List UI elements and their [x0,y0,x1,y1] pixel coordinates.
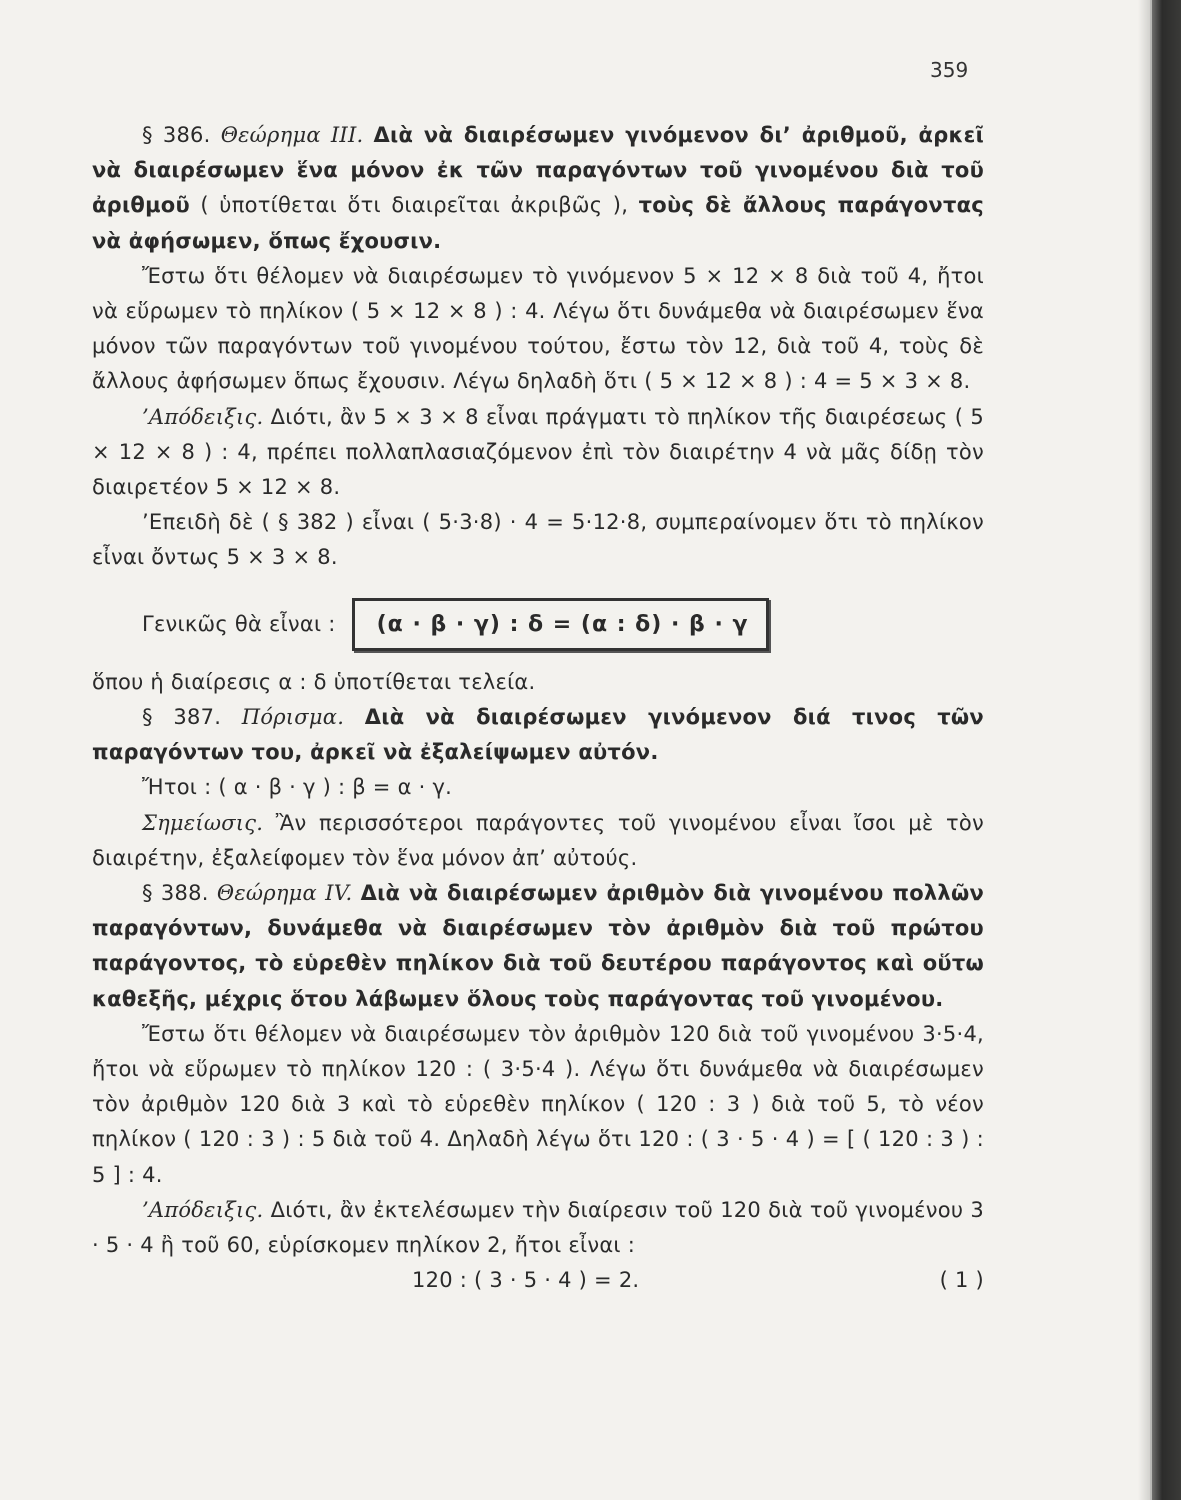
boxed-formula: (α · β · γ) : δ = (α : δ) · β · γ [352,598,770,651]
section-label: Πόρισμα. [241,705,345,730]
page-number: 359 [930,58,969,82]
section-number: § 388. [142,881,209,906]
theorem-388 [92,876,984,1017]
section-number: § 387. [142,705,222,730]
where-line: ὅπου ἡ διαίρεσις α : δ ὑποτίθεται τελεία. [92,669,536,694]
corollary-statement: Διὰ νὰ διαιρέσωμεν γινόμενον διά τινος τῶν παραγόντων του, ἀρκεῖ νὰ ἐξαλείψωμεν αὐτόν. [92,705,984,765]
equation-number: ( 1 ) [939,1268,984,1293]
page-body [92,118,984,1299]
example-paragraph-388: Ἔστω ὅτι θέλομεν νὰ διαιρέσωμεν τὸν ἀριθμὸν 120 διὰ τοῦ γινομένου 3·5·4, ἤτοι νὰ εὕρωμεν τὸ πηλίκον 120 : ( 3·5·4 ). Λέγω ὅτι δυνάμεθα νὰ διαιρέσωμεν τὸν ἀριθμὸν 120 διὰ 3 καὶ τὸ εὑρεθὲν πηλίκον ( 120 : 3 ) διὰ τοῦ 5, τὸ νέον πηλίκον ( 120 : 3 ) : 5 διὰ τοῦ 4. Δηλαδὴ λέγω ὅτι 120 : ( 3 · 5 · 4 ) = [ ( 120 : 3 ) : 5 ] : 4. [92,1021,984,1187]
general-formula-line [92,598,984,651]
theorem-statement-end: τοὺς δὲ ἄλλους παράγοντας νὰ ἀφήσωμεν, ὅπως ἔχουσιν. [92,193,984,253]
proof-text: Διότι, ἂν ἐκτελέσωμεν τὴν διαίρεσιν τοῦ 120 διὰ τοῦ γινομένου 3 · 5 · 4 ἢ τοῦ 60, εὑρίσκομεν πηλίκον 2, ἤτοι εἶναι : [92,1197,984,1258]
conclusion-paragraph: ’Επειδὴ δὲ ( § 382 ) εἶναι ( 5·3·8) · 4 = 5·12·8, συμπεραίνομεν ὅτι τὸ πηλίκον εἶναι ὄντως 5 × 3 × 8. [92,510,984,570]
corollary-formula: Ἤτοι : ( α · β · γ ) : β = α · γ. [142,775,453,800]
note-label: Σημείωσις. [142,810,264,835]
example-paragraph: Ἔστω ὅτι θέλομεν νὰ διαιρέσωμεν τὸ γινόμενον 5 × 12 × 8 διὰ τοῦ 4, ἤτοι νὰ εὕρωμεν τὸ πηλίκον ( 5 × 12 × 8 ) : 4. Λέγω ὅτι δυνάμεθα νὰ διαιρέσωμεν ἕνα μόνον τῶν παραγόντων τοῦ γινομένου τούτου, ἔστω τὸν 12, διὰ τοῦ 4, τοὺς δὲ ἄλλους ἀφήσωμεν ὅπως ἔχουσιν. Λέγω δηλαδὴ ὅτι ( 5 × 12 × 8 ) : 4 = 5 × 3 × 8. [92,263,984,394]
note-text: Ἂν περισσότεροι παράγοντες τοῦ γινομένου εἶναι ἴσοι μὲ τὸν διαιρέτην, ἐξαλείφομεν τὸν ἕνα μόνον ἀπ’ αὐτούς. [92,810,984,870]
proof-paragraph-388 [92,1193,984,1263]
theorem-386 [92,118,984,259]
proof-text: Διότι, ἂν 5 × 3 × 8 εἶναι πράγματι τὸ πηλίκον τῆς διαιρέσεως ( 5 × 12 × 8 ) : 4, πρέπει πολλαπλασιαζόμενον ἐπὶ τὸν διαιρέτην 4 νὰ μᾶς δίδῃ τὸν διαιρετέον 5 × 12 × 8. [92,404,984,500]
proof-paragraph [92,400,984,506]
proof-label: ’Απόδειξις. [142,404,264,429]
note-paragraph [92,806,984,876]
equation: 120 : ( 3 · 5 · 4 ) = 2. [412,1268,640,1293]
general-label: Γενικῶς θὰ εἶναι : [142,611,336,636]
corollary-387 [92,700,984,770]
theorem-statement: Διὰ νὰ διαιρέσωμεν γινόμενον δι’ ἀριθμοῦ, ἀρκεῖ νὰ διαιρέσωμεν ἕνα μόνον ἐκ τῶν παραγόντων τοῦ γινομένου διὰ τοῦ ἀριθμοῦ [92,123,985,218]
theorem-statement: Διὰ νὰ διαιρέσωμεν ἀριθμὸν διὰ γινομένου πολλῶν παραγόντων, δυνάμεθα νὰ διαιρέσωμεν τὸν ἀριθμὸν διὰ τοῦ πρώτου παράγοντος, τὸ εὑρεθὲν πηλίκον διὰ τοῦ δευτέρου παράγοντος καὶ οὕτω καθεξῆς, μέχρις ὅτου λάβωμεν ὅλους τοὺς παράγοντας τοῦ γινομένου. [92,881,985,1011]
book-edge [1152,0,1181,1500]
section-label: Θεώρημα IV. [216,881,353,906]
proof-label: ’Απόδειξις. [142,1197,264,1222]
section-number: § 386. [142,123,211,147]
numbered-equation [92,1263,984,1298]
section-label: Θεώρημα III. [220,123,364,147]
theorem-remark: ( ὑποτίθεται ὅτι διαιρεῖται ἀκριβῶς ), [189,193,639,218]
